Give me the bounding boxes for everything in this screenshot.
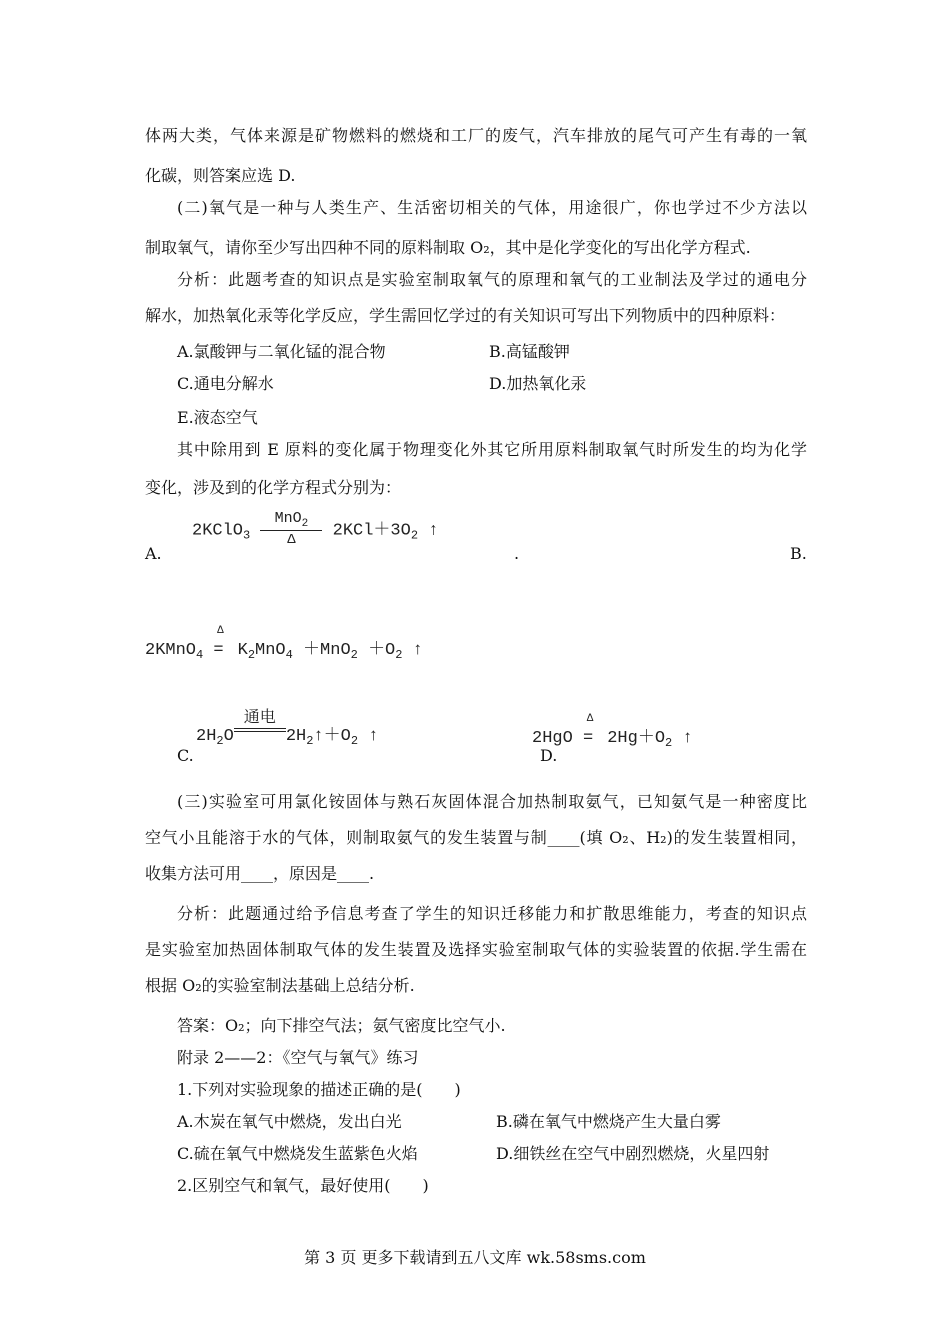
equation-d-label: D. — [540, 746, 558, 765]
answer-line: 答案：O₂；向下排空气法；氨气密度比空气小. — [177, 1016, 506, 1035]
equation-c: $2H_2O$ 通电 $2H_2↑+O_2$ ↑ — [196, 707, 379, 748]
text-line: 制取氧气，请你至少写出四种不同的原料制取 O₂，其中是化学变化的写出化学方程式. — [145, 238, 751, 257]
equation-a-dot: . — [514, 544, 520, 563]
q1-option-b: B.磷在氧气中燃烧产生大量白雾 — [496, 1112, 721, 1131]
gas-arrow-icon: ↑ — [682, 729, 693, 748]
text-line: 收集方法可用____，原因是____. — [145, 864, 375, 883]
option-d: D.加热氧化汞 — [489, 374, 587, 393]
section-2-heading: (二)氧气是一种与人类生产、生活密切相关的气体，用途很广，你也学过不少方法以 — [177, 198, 807, 217]
text-line: 解水，加热氧化汞等化学反应，学生需回忆学过的有关知识可写出下列物质中的四种原料： — [145, 306, 786, 325]
gas-arrow-icon: ↑ — [412, 641, 423, 660]
option-b: B.高锰酸钾 — [489, 342, 570, 361]
text-line: 体两大类，气体来源是矿物燃料的燃烧和工厂的废气，汽车排放的尾气可产生有毒的一氧 — [145, 126, 807, 145]
equation-b: 2KMnO$_4$ Δ = $K_2MnO_4 +MnO_2 +O_2$ ↑ — [145, 625, 423, 662]
analysis-line: 分析：此题考查的知识点是实验室制取氧气的原理和氧气的工业制法及学过的通电分 — [177, 270, 807, 289]
question-2: 2.区别空气和氧气，最好使用( ) — [177, 1176, 429, 1195]
q1-option-a: A.木炭在氧气中燃烧，发出白光 — [177, 1112, 402, 1131]
equation-b-label: B. — [790, 544, 807, 563]
option-c: C.通电分解水 — [177, 374, 274, 393]
q1-option-c: C.硫在氧气中燃烧发生蓝紫色火焰 — [177, 1144, 418, 1163]
text-line: 其中除用到 E 原料的变化属于物理变化外其它所用原料制取氧气时所发生的均为化学 — [177, 440, 807, 459]
gas-arrow-icon: ↑ — [368, 727, 379, 746]
appendix-title: 附录 2——2：《空气与氧气》练习 — [177, 1048, 419, 1067]
page-footer: 第 3 页 更多下载请到五八文库 wk.58sms.com — [304, 1248, 646, 1267]
gas-arrow-icon: ↑ — [428, 521, 439, 541]
text-line: 化碳，则答案应选 D. — [145, 166, 296, 185]
equation-d: 2HgO Δ = $2Hg+O_2$ ↑ — [532, 713, 693, 750]
equation-a-label: A. — [145, 544, 162, 563]
q1-option-d: D.细铁丝在空气中剧烈燃烧，火星四射 — [496, 1144, 770, 1163]
equation-a: 2KClO$_3$ $\frac{MnO_2}{\Delta}$ $2KCl+3O_2$ ↑ — [192, 510, 439, 548]
text-line: 空气小且能溶于水的气体，则制取氨气的发生装置与制____(填 O₂、H₂)的发生装置相同， — [145, 828, 807, 847]
electrolysis-condition: 通电 — [234, 724, 286, 740]
catalyst-fraction: $\frac{MnO_2}{\Delta}$ — [260, 510, 322, 550]
equation-c-label: C. — [177, 746, 194, 765]
text-line: 根据 O₂的实验室制法基础上总结分析. — [145, 976, 415, 995]
heat-condition: Δ = — [583, 713, 594, 748]
analysis-line: 分析：此题通过给予信息考查了学生的知识迁移能力和扩散思维能力，考查的知识点 — [177, 904, 807, 923]
text-line: 是实验室加热固体制取气体的发生装置及选择实验室制取气体的实验装置的依据.学生需在 — [145, 940, 807, 959]
section-3-heading: (三)实验室可用氯化铵固体与熟石灰固体混合加热制取氨气，已知氨气是一种密度比 — [177, 792, 807, 811]
option-a: A.氯酸钾与二氧化锰的混合物 — [177, 342, 386, 361]
heat-condition: Δ = — [213, 625, 224, 660]
text-line: 变化，涉及到的化学方程式分别为： — [145, 478, 402, 497]
question-1: 1.下列对实验现象的描述正确的是( ) — [177, 1080, 461, 1099]
option-e: E.液态空气 — [177, 408, 258, 427]
